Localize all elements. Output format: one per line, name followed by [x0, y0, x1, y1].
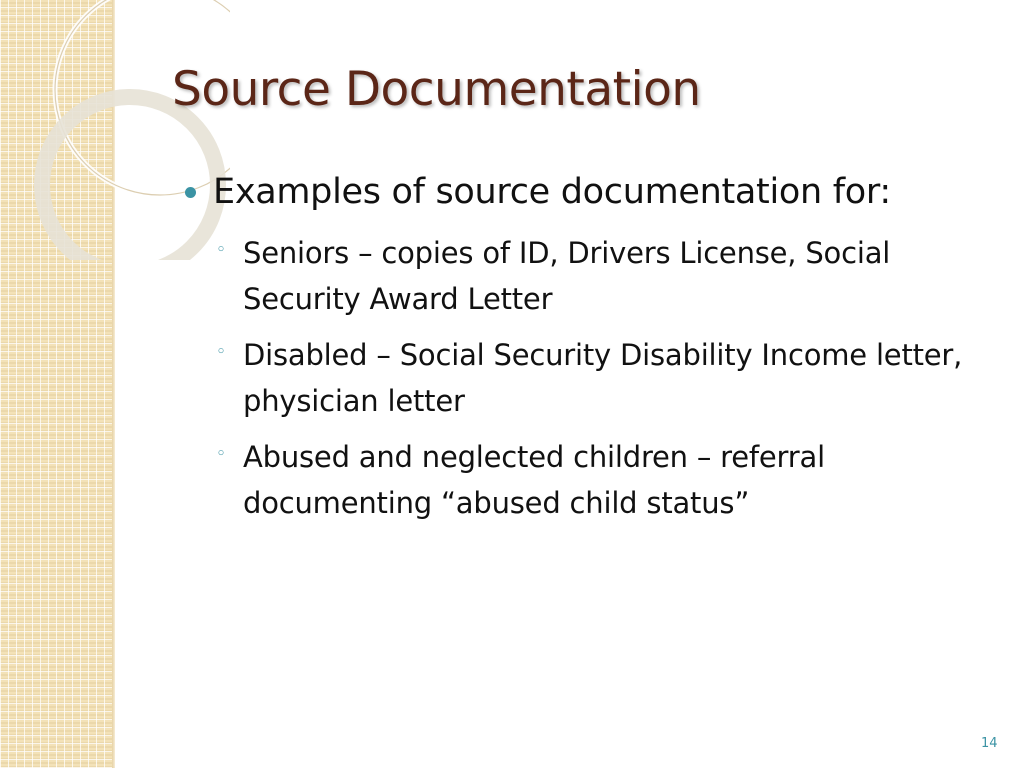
ring-bullet-icon: ◦ [216, 444, 226, 464]
ring-bullet-icon: ◦ [216, 240, 226, 260]
sub-bullet-item [213, 332, 993, 424]
sub-bullet-text: Seniors – copies of ID, Drivers License, Social Security Award Letter [243, 236, 891, 316]
sub-bullet-item [213, 434, 993, 526]
ring-bullet-icon: ◦ [216, 342, 226, 362]
bullet-list [183, 170, 993, 536]
bullet-dot-icon [185, 187, 196, 198]
bullet-text: Examples of source documentation for: [213, 172, 891, 212]
page-number: 14 [981, 736, 998, 751]
sub-bullet-text: Disabled – Social Security Disability Income letter, physician letter [243, 338, 963, 418]
sub-bullet-text: Abused and neglected children – referral documenting “abused child status” [243, 440, 825, 520]
sub-bullet-item [213, 230, 993, 322]
bullet-item [183, 170, 993, 214]
sub-bullet-list [183, 230, 993, 526]
slide-title: Source Documentation [172, 62, 701, 117]
